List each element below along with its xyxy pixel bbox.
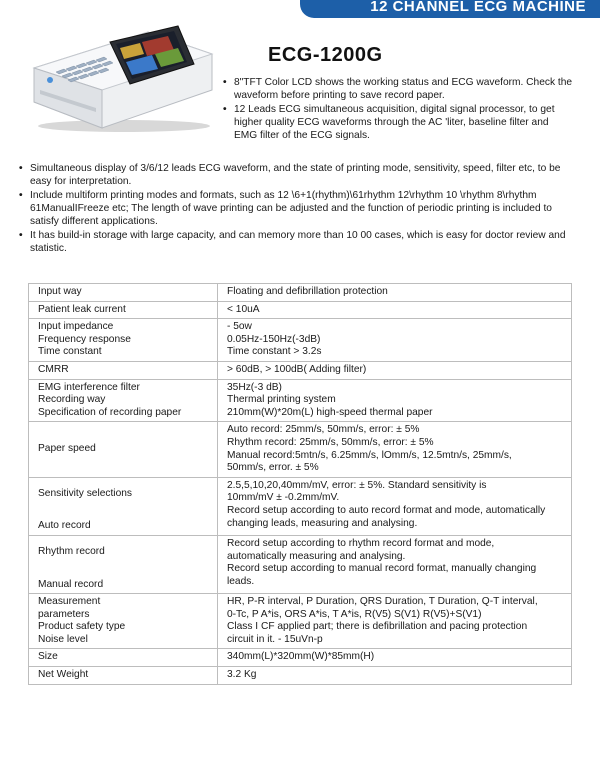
ecg-machine-device-image — [28, 24, 216, 134]
spec-value: HR, P-R interval, P Duration, QRS Duration, T Duration, Q-T interval, — [227, 596, 538, 608]
table-row — [29, 284, 572, 302]
spec-value: Manual record:5mtn/s, 6.25mm/s, lOmm/s, 12.5mtn/s, 25mm/s, — [227, 449, 512, 461]
spec-value: Auto record: 25mm/s, 50mm/s, error: ± 5% — [227, 424, 420, 436]
spec-label: Time constant — [38, 346, 102, 358]
spec-value: 2.5,5,10,20,40mm/mV, error: ± 5%. Standard sensitivity is — [227, 479, 487, 491]
spec-value: 0.05Hz-150Hz(-3dB) — [227, 333, 321, 345]
spec-value: < 10uA — [218, 301, 572, 319]
spec-value: > 60dB, > 100dB( Adding filter) — [218, 361, 572, 379]
spec-value: automatically measuring and analysing. — [227, 550, 406, 562]
spec-value: 3.2 Kg — [218, 667, 572, 685]
spec-label-cell — [29, 379, 218, 422]
spec-value: Time constant > 3.2s — [227, 346, 322, 358]
spec-label: Size — [29, 649, 218, 667]
spec-label: Noise level — [38, 633, 88, 645]
spec-value-cell — [218, 477, 572, 535]
specification-table — [28, 283, 572, 685]
spec-label-cell — [29, 535, 218, 593]
spec-label: Rhythm record — [38, 545, 105, 557]
model-name: ECG-1200G — [268, 44, 383, 66]
feature-item: • Simultaneous display of 3/6/12 leads ECG waveform, and the state of printing mode, sensitivity, speed, filter etc, to be easy for interpretation. — [18, 162, 583, 188]
table-row — [29, 379, 572, 422]
spec-label-cell — [29, 477, 218, 535]
spec-label: CMRR — [29, 361, 218, 379]
spec-value: leads. — [227, 575, 255, 587]
spec-value: 50mm/s, error. ± 5% — [227, 462, 319, 474]
spec-value-cell — [218, 422, 572, 477]
spec-label: Manual record — [38, 578, 104, 590]
feature-item: • Include multiform printing modes and formats, such as 12 \6+1(rhythm)\61rhythm 12\rhythm 10 \rhythm 8\rhythm 61ManualIFreeze etc; The length of wave printing can be adjusted and the function of periodic printing is included to satisfy different applications. — [18, 189, 583, 228]
table-row — [29, 422, 572, 477]
table-row — [29, 649, 572, 667]
table-row — [29, 535, 572, 593]
spec-value: Record setup according to auto record format and mode, automatically — [227, 504, 546, 516]
spec-value: - 5ow — [227, 321, 252, 333]
feature-list-main — [18, 162, 583, 256]
spec-label: Input impedance — [38, 321, 114, 333]
spec-value: Rhythm record: 25mm/s, 50mm/s, error: ± 5% — [227, 436, 434, 448]
spec-label: Specification of recording paper — [38, 406, 182, 418]
feature-item: • It has build-in storage with large capacity, and can memory more than 10 00 cases, which is easy for doctor review and statistic. — [18, 229, 583, 255]
spec-label: Net Weight — [29, 667, 218, 685]
feature-list-top — [222, 76, 574, 143]
table-row — [29, 301, 572, 319]
feature-item: • 12 Leads ECG simultaneous acquisition, digital signal processor, to get higher quality ECG waveforms through the AC 'liter, baseline filter and EMG filter of the ECG signals. — [222, 103, 574, 142]
table-row — [29, 319, 572, 362]
spec-label-cell — [29, 594, 218, 649]
spec-value: 0-Tc, P A*is, ORS A*is, T A*is, R(V5) S(V1) R(V5)+S(V1) — [227, 608, 482, 620]
spec-label: Sensitivity selections — [38, 487, 132, 499]
spec-value: Record setup according to rhythm record format and mode, — [227, 537, 495, 549]
spec-value: changing leads, measuring and analysing. — [227, 517, 418, 529]
spec-value-cell — [218, 594, 572, 649]
table-row — [29, 594, 572, 649]
title-banner — [300, 0, 600, 18]
spec-value-cell — [218, 379, 572, 422]
spec-value: 340mm(L)*320mm(W)*85mm(H) — [218, 649, 572, 667]
spec-label: parameters — [38, 608, 90, 620]
table-row — [29, 667, 572, 685]
spec-value: circuit in it. - 15uVn-p — [227, 633, 323, 645]
spec-value: Class I CF applied part; there is defibrillation and pacing protection — [227, 621, 528, 633]
table-row — [29, 477, 572, 535]
spec-label: Product safety type — [38, 621, 126, 633]
feature-item: • 8"TFT Color LCD shows the working status and ECG waveform. Check the waveform before printing to save record paper. — [222, 76, 574, 102]
spec-label: Frequency response — [38, 333, 131, 345]
spec-value-cell — [218, 535, 572, 593]
spec-value-cell — [218, 319, 572, 362]
spec-value: Thermal printing system — [227, 394, 336, 406]
spec-value: 35Hz(-3 dB) — [227, 381, 282, 393]
spec-label: Patient leak current — [29, 301, 218, 319]
spec-value: 10mm/mV ± -0.2mm/mV. — [227, 492, 340, 504]
spec-label: Auto record — [38, 520, 91, 532]
spec-label: Recording way — [38, 394, 106, 406]
spec-value: Record setup according to manual record format, manually changing — [227, 563, 537, 575]
table-row — [29, 361, 572, 379]
spec-label: Input way — [29, 284, 218, 302]
spec-label-cell — [29, 319, 218, 362]
spec-label: EMG interference filter — [38, 381, 140, 393]
spec-value: Floating and defibrillation protection — [218, 284, 572, 302]
spec-value: 210mm(W)*20m(L) high-speed thermal paper — [227, 406, 433, 418]
spec-label: Measurement — [38, 596, 101, 608]
spec-label: Paper speed — [29, 422, 218, 477]
banner-title: 12 CHANNEL ECG MACHINE — [370, 0, 586, 15]
